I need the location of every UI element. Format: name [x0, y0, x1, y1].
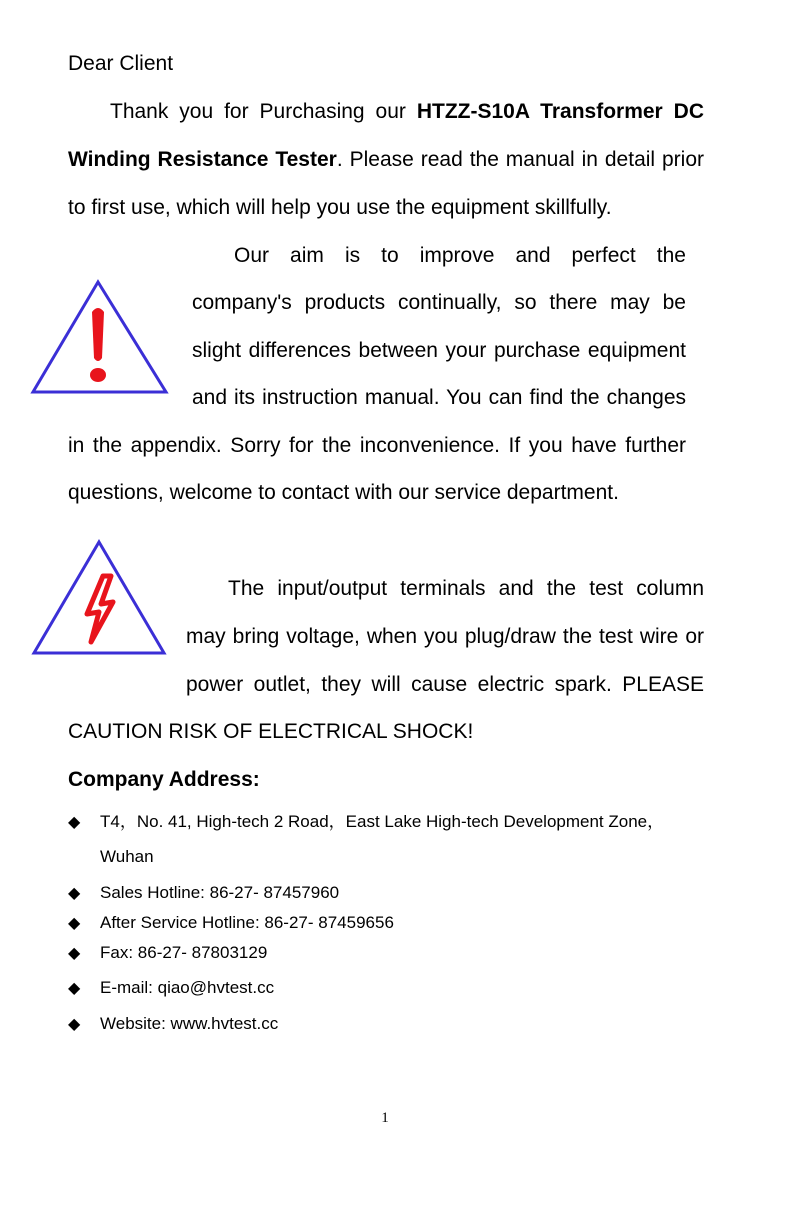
diamond-bullet-icon: ◆ [68, 980, 81, 997]
website-text: Website: www.hvtest.cc [100, 1014, 279, 1033]
caution-line-2: may bring voltage, when you plug/draw the test wire or [186, 625, 704, 648]
service-hotline-item [68, 912, 394, 935]
intro-text-1: Thank you for Purchasing our [110, 100, 417, 123]
notice-line-2: company's products continually, so there may be [192, 291, 686, 314]
diamond-bullet-icon: ◆ [68, 1016, 81, 1033]
diamond-bullet-icon: ◆ [68, 915, 81, 932]
page-number: 1 [381, 1110, 389, 1126]
address-item-continued [68, 846, 154, 868]
diamond-bullet-icon: ◆ [68, 814, 81, 831]
website-item [68, 1013, 278, 1036]
address-item [68, 811, 664, 834]
sales-hotline-item [68, 882, 339, 905]
greeting: Dear Client [68, 52, 174, 75]
fax-item [68, 942, 267, 965]
fax-text: Fax: 86-27- 87803129 [100, 943, 268, 962]
address-city: Wuhan [100, 847, 154, 866]
intro-line-3: to first use, which will help you use the equipment skillfully. [68, 196, 612, 219]
intro-text-2: . Please read the manual in detail prior [336, 148, 705, 171]
product-name-part2: Winding Resistance Tester [68, 148, 337, 171]
address-text: T4，No. 41, High-tech 2 Road，East Lake High-tech Development Zone， [100, 812, 665, 831]
email-text: E-mail: qiao@hvtest.cc [100, 978, 275, 997]
exclamation-warning-icon [30, 278, 170, 396]
intro-line-2 [68, 148, 704, 172]
diamond-bullet-icon: ◆ [68, 885, 81, 902]
notice-text-1: Our aim is to improve and perfect the [234, 244, 686, 267]
caution-line-3: power outlet, they will cause electric spark. PLEASE [186, 673, 704, 696]
service-hotline-text: After Service Hotline: 86-27- 87459656 [100, 913, 394, 932]
notice-line-4: and its instruction manual. You can find the changes [192, 386, 686, 409]
notice-line-1 [192, 244, 686, 268]
sales-hotline-text: Sales Hotline: 86-27- 87457960 [100, 883, 340, 902]
caution-line-4: CAUTION RISK OF ELECTRICAL SHOCK! [68, 720, 474, 743]
address-heading: Company Address: [68, 768, 260, 791]
caution-text-1: The input/output terminals and the test column [228, 577, 704, 600]
diamond-bullet-icon: ◆ [68, 945, 81, 962]
high-voltage-warning-icon [31, 538, 167, 658]
notice-line-5: in the appendix. Sorry for the inconvenience. If you have further [68, 434, 686, 457]
email-item [68, 977, 274, 1000]
intro-line-1 [68, 100, 704, 124]
notice-line-3: slight differences between your purchase equipment [192, 339, 686, 362]
product-name-part1: HTZZ-S10A Transformer DC [416, 100, 704, 123]
caution-line-1 [186, 577, 704, 601]
notice-line-6: questions, welcome to contact with our service department. [68, 481, 619, 504]
